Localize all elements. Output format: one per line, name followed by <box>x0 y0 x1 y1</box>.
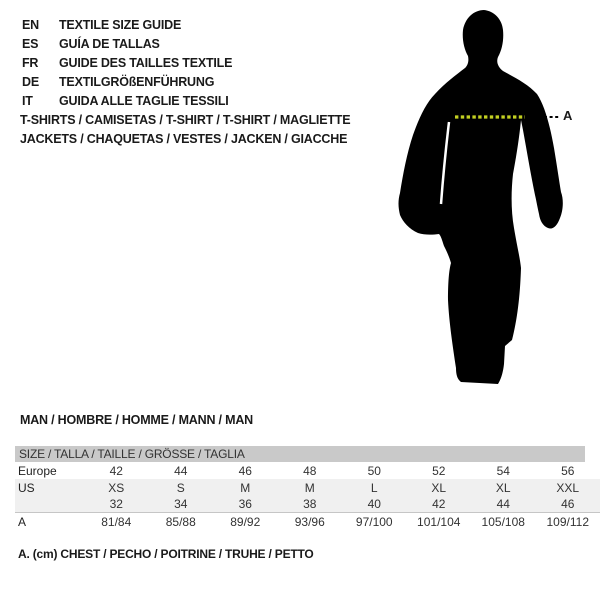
man-silhouette <box>398 6 566 390</box>
table-row-chest-cm <box>15 513 600 530</box>
size-cell: 109/112 <box>546 514 589 529</box>
language-title: TEXTILGRÖßENFÜHRUNG <box>59 74 215 89</box>
size-cell: 40 <box>367 497 381 511</box>
size-cell: XL <box>431 480 447 495</box>
size-cell: XL <box>495 480 511 495</box>
language-row-en <box>22 15 232 34</box>
language-code: FR <box>22 55 39 70</box>
size-cell: 32 <box>109 497 123 511</box>
category-list <box>20 110 350 148</box>
language-code: IT <box>22 93 33 108</box>
size-cell: 89/92 <box>230 514 261 529</box>
size-table <box>15 462 600 530</box>
measurement-footnote: A. (cm) CHEST / PECHO / POITRINE / TRUHE / PETTO <box>18 547 314 561</box>
size-cell: 56 <box>561 463 575 478</box>
language-title: GUIDE DES TAILLES TEXTILE <box>59 55 233 70</box>
language-row-de <box>22 72 232 91</box>
table-row-us <box>15 479 600 496</box>
size-cell: 54 <box>496 463 510 478</box>
size-cell: XS <box>108 480 125 495</box>
category-tshirts: T-SHIRTS / CAMISETAS / T-SHIRT / T-SHIRT / MAGLIETTE <box>20 112 351 127</box>
size-cell: M <box>304 480 315 495</box>
language-title: TEXTILE SIZE GUIDE <box>59 17 182 32</box>
size-cell: 42 <box>109 463 123 478</box>
size-cell: 50 <box>367 463 381 478</box>
size-cell: 46 <box>561 497 575 511</box>
row-label: A <box>18 514 27 529</box>
measure-label-a: A <box>563 108 573 123</box>
size-cell: S <box>176 480 185 495</box>
language-row-es <box>22 34 232 53</box>
size-cell: L <box>370 480 378 495</box>
language-row-fr <box>22 53 232 72</box>
size-cell: 101/104 <box>417 514 461 529</box>
language-code: EN <box>22 17 39 32</box>
table-row-europe <box>15 462 600 479</box>
language-title: GUÍA DE TALLAS <box>59 36 160 51</box>
size-cell: 34 <box>174 497 188 511</box>
size-cell: 81/84 <box>101 514 132 529</box>
size-cell: 44 <box>174 463 188 478</box>
language-title: GUIDA ALLE TAGLIE TESSILI <box>59 93 229 108</box>
category-jackets: JACKETS / CHAQUETAS / VESTES / JACKEN / GIACCHE <box>20 131 348 146</box>
size-cell: 85/88 <box>165 514 196 529</box>
size-cell: XXL <box>556 480 580 495</box>
size-cell: 52 <box>432 463 446 478</box>
row-label: Europe <box>18 463 57 478</box>
size-cell: 42 <box>432 497 446 511</box>
size-cell: 44 <box>496 497 510 511</box>
size-cell: 48 <box>303 463 317 478</box>
table-row-numeric <box>15 496 600 513</box>
language-code: ES <box>22 36 39 51</box>
language-row-it <box>22 91 232 110</box>
size-cell: 97/100 <box>355 514 393 529</box>
size-table-header: SIZE / TALLA / TAILLE / GRÖSSE / TAGLIA <box>15 446 585 462</box>
size-cell: 36 <box>238 497 252 511</box>
size-cell: 46 <box>238 463 252 478</box>
silhouette-shape <box>399 10 563 384</box>
language-list <box>22 15 232 110</box>
size-cell: 93/96 <box>294 514 325 529</box>
size-cell: M <box>240 480 251 495</box>
size-cell: 105/108 <box>481 514 525 529</box>
language-code: DE <box>22 74 39 89</box>
row-label: US <box>18 480 35 495</box>
size-cell: 38 <box>303 497 317 511</box>
section-title-man: MAN / HOMBRE / HOMME / MANN / MAN <box>20 413 253 427</box>
